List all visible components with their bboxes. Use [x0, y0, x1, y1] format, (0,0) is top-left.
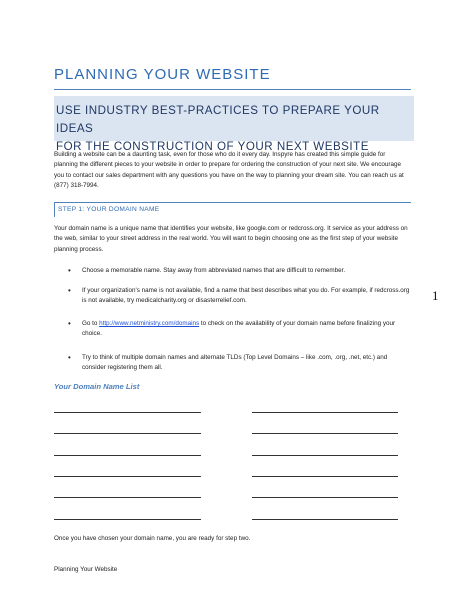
page-footer: Planning Your Website — [54, 566, 118, 573]
title-underline — [54, 89, 411, 90]
domain-check-link[interactable]: http://www.netministry.com/domains — [99, 320, 200, 327]
blank-line — [252, 455, 398, 456]
subtitle-text[interactable] — [56, 102, 412, 156]
blank-line — [252, 433, 398, 434]
closing-sentence: Once you have chosen your domain name, you are ready for step two. — [54, 535, 251, 542]
bullet-icon: • — [68, 266, 71, 275]
bullet-item: If your organization's name is not available, find a name that best describes what you do. For example, if redcross.org is not available, try medicalcharity.org or disasterrelief.com. — [82, 287, 410, 305]
blank-line — [252, 519, 398, 520]
blank-line — [54, 519, 201, 520]
step-heading: STEP 1: YOUR DOMAIN NAME — [58, 206, 160, 213]
blank-line — [252, 412, 398, 413]
intro-paragraph: Building a website can be a daunting task, even for those who do it every day. Inspyre has created this simple guide for planning the different pieces to your website in order to prepare for ordering the construction of your next site. We encourage you to contact our sales department with any questions you have on the way to planning your dream site. You can reach us at (877) 318-7994. — [54, 151, 404, 190]
bullet-icon: • — [68, 286, 71, 295]
blank-line — [54, 455, 201, 456]
bullet-icon: • — [68, 353, 71, 362]
subtitle-line-1: USE INDUSTRY BEST-PRACTICES TO PREPARE YOUR IDEAS — [56, 104, 380, 135]
bullet-item: Choose a memorable name. Stay away from abbreviated names that are difficult to remember. — [82, 267, 346, 274]
blank-line — [54, 497, 201, 498]
blank-line — [252, 497, 398, 498]
blank-line — [54, 476, 201, 477]
step-paragraph: Your domain name is a unique name that identifies your website, like google.com or redcross.org. It service as your address on the web, similar to your street address in the real world. You will want to begin choosing one as the first step of your website planning process. — [54, 225, 408, 253]
bullet-item: Try to think of multiple domain names and alternate TLDs (Top Level Domains – like .com, .org, .net, etc.) and consider registering them all. — [82, 354, 388, 372]
bullet-item-link — [82, 319, 412, 340]
page-title: PLANNING YOUR WEBSITE — [54, 66, 271, 83]
bullet-link-suffix: to check on the availability of your domain name before finalizing your choice. — [82, 320, 396, 338]
blank-line — [252, 476, 398, 477]
bullet-icon: • — [68, 319, 71, 328]
blank-line — [54, 412, 201, 413]
bullet-link-prefix: Go to — [82, 320, 100, 327]
subtitle-line-2: FOR THE CONSTRUCTION OF YOUR NEXT WEBSITE — [56, 140, 369, 153]
blank-line — [54, 433, 201, 434]
page-number: 1 — [432, 288, 439, 303]
domain-list-heading: Your Domain Name List — [54, 382, 140, 391]
